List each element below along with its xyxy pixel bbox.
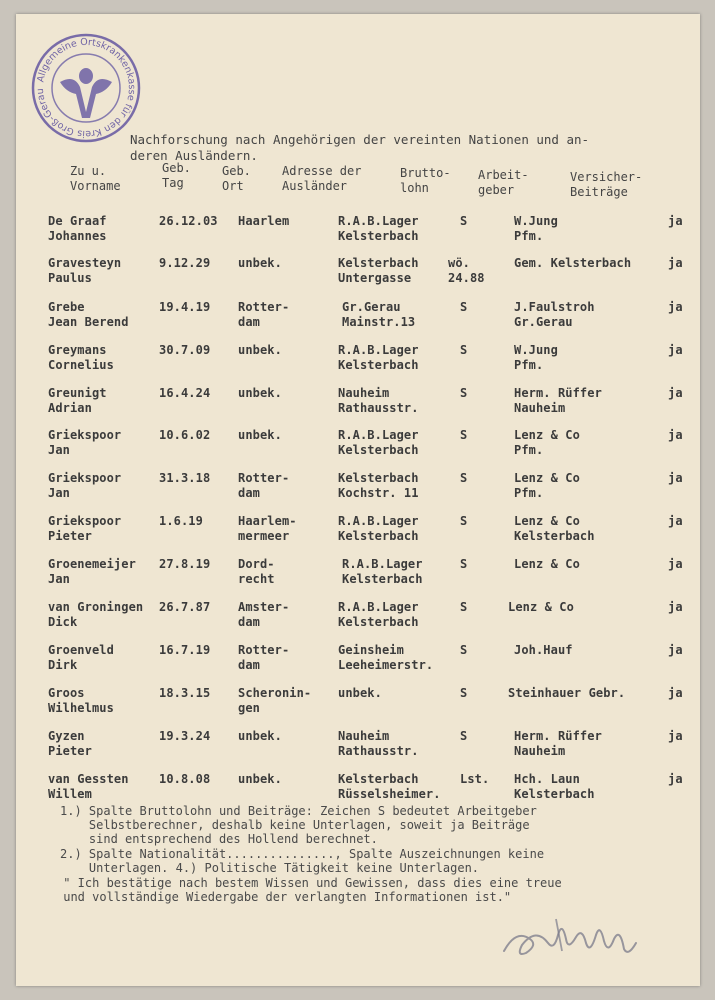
row-contributions: ja [668, 471, 683, 485]
row-gross-wage: S [460, 428, 468, 442]
row-birth-date: 31.3.18 [159, 471, 211, 485]
row-contributions: ja [668, 428, 683, 442]
row-birth-date: 30.7.09 [159, 343, 211, 357]
note-line-1: 1.) Spalte Bruttolohn und Beiträge: Zeichen S bedeutet Arbeitgeber [60, 804, 537, 818]
table-row [16, 214, 700, 256]
header-birth-date: Geb. Tag [162, 161, 191, 190]
header-employer: Arbeit- geber [478, 168, 529, 197]
row-gross-wage: S [460, 643, 468, 657]
row-birth-place: Rotter- dam [238, 300, 290, 329]
row-birth-place: unbek. [238, 256, 282, 270]
row-employer: Herm. Rüffer Nauheim [514, 729, 602, 758]
row-name: Groos Wilhelmus [48, 686, 114, 715]
row-birth-date: 9.12.29 [159, 256, 211, 270]
row-name: Gyzen Pieter [48, 729, 92, 758]
row-employer: Hch. Laun Kelsterbach [514, 772, 595, 801]
row-address: R.A.B.Lager Kelsterbach [338, 514, 419, 543]
row-gross-wage: S [460, 214, 468, 228]
row-birth-date: 26.12.03 [159, 214, 218, 228]
handwritten-signature [496, 899, 646, 969]
row-name: van Groningen Dick [48, 600, 144, 629]
row-address: R.A.B.Lager Kelsterbach [338, 600, 419, 629]
table-row [16, 300, 700, 342]
row-birth-place: Haarlem [238, 214, 290, 228]
row-employer: Lenz & Co Pfm. [514, 471, 580, 500]
row-name: Griekspoor Pieter [48, 514, 122, 543]
header-contributions: Versicher- Beiträge [570, 170, 643, 199]
table-row [16, 386, 700, 428]
header-birth-place: Geb. Ort [222, 164, 251, 193]
row-birth-date: 26.7.87 [159, 600, 211, 614]
row-contributions: ja [668, 343, 683, 357]
svg-text:Allgemeine Ortskrankenkasse fü: Allgemeine Ortskrankenkasse für den Kreis Groß-Gerau [34, 36, 138, 140]
table-row [16, 557, 700, 599]
row-address: unbek. [338, 686, 382, 700]
row-gross-wage: S [460, 386, 468, 400]
row-birth-date: 10.6.02 [159, 428, 211, 442]
note-line-7: und vollständige Wiedergabe der verlangten Informationen ist." [56, 890, 512, 904]
document-title [130, 132, 690, 164]
row-employer: Lenz & Co Pfm. [514, 428, 580, 457]
note-line-5: Unterlagen. 4.) Politische Tätigkeit keine Unterlagen. [60, 861, 480, 875]
row-address: Nauheim Rathausstr. [338, 729, 419, 758]
row-birth-place: Amster- dam [238, 600, 290, 629]
note-line-4: 2.) Spalte Nationalität..............., Spalte Auszeichnungen keine [60, 847, 545, 861]
title-line-2: deren Ausländern. [130, 148, 258, 163]
row-contributions: ja [668, 214, 683, 228]
row-gross-wage: S [460, 514, 468, 528]
row-birth-date: 16.4.24 [159, 386, 211, 400]
row-address: R.A.B.Lager Kelsterbach [338, 428, 419, 457]
official-stamp [30, 32, 142, 144]
row-birth-place: unbek. [238, 729, 282, 743]
row-birth-place: unbek. [238, 428, 282, 442]
row-birth-place: Haarlem- mermeer [238, 514, 297, 543]
header-name: Zu u. Vorname [70, 164, 121, 193]
row-gross-wage: wö. 24.88 [448, 256, 485, 285]
table-row [16, 471, 700, 513]
row-birth-date: 19.3.24 [159, 729, 211, 743]
row-name: Gravesteyn Paulus [48, 256, 122, 285]
note-line-3: sind entsprechend des Hollend berechnet. [60, 832, 378, 846]
table-row [16, 643, 700, 685]
row-gross-wage: S [460, 557, 468, 571]
row-name: De Graaf Johannes [48, 214, 107, 243]
table-row [16, 256, 700, 298]
table-row [16, 514, 700, 556]
row-name: Grebe Jean Berend [48, 300, 129, 329]
row-gross-wage: S [460, 300, 468, 314]
note-line-6: " Ich bestätige nach bestem Wissen und Gewissen, dass dies eine treue [56, 876, 562, 890]
row-contributions: ja [668, 256, 683, 270]
row-address: Kelsterbach Untergasse [338, 256, 419, 285]
row-birth-place: Scheronin- gen [238, 686, 312, 715]
row-birth-place: Dord- recht [238, 557, 275, 586]
row-address: Gr.Gerau Mainstr.13 [342, 300, 416, 329]
row-contributions: ja [668, 643, 683, 657]
row-contributions: ja [668, 386, 683, 400]
row-employer: Lenz & Co [514, 557, 580, 571]
row-name: Greunigt Adrian [48, 386, 107, 415]
row-contributions: ja [668, 686, 683, 700]
row-address: R.A.B.Lager Kelsterbach [342, 557, 423, 586]
row-name: Groenveld Dirk [48, 643, 114, 672]
row-contributions: ja [668, 557, 683, 571]
row-name: Griekspoor Jan [48, 428, 122, 457]
row-employer: W.Jung Pfm. [514, 214, 558, 243]
note-line-2: Selbstberechner, deshalb keine Unterlagen, soweit ja Beiträge [60, 818, 530, 832]
row-birth-place: unbek. [238, 343, 282, 357]
title-line-1: Nachforschung nach Angehörigen der vereinten Nationen und an- [130, 132, 590, 147]
row-birth-date: 19.4.19 [159, 300, 211, 314]
table-row [16, 600, 700, 642]
row-gross-wage: S [460, 343, 468, 357]
row-employer: Steinhauer Gebr. [508, 686, 626, 700]
row-birth-place: Rotter- dam [238, 643, 290, 672]
table-row [16, 729, 700, 771]
table-row [16, 428, 700, 470]
row-address: Geinsheim Leeheimerstr. [338, 643, 434, 672]
row-name: Greymans Cornelius [48, 343, 114, 372]
row-birth-place: unbek. [238, 386, 282, 400]
row-address: Kelsterbach Rüsselsheimer. [338, 772, 441, 801]
table-row [16, 343, 700, 385]
row-contributions: ja [668, 772, 683, 786]
row-address: Kelsterbach Kochstr. 11 [338, 471, 419, 500]
table-row [16, 686, 700, 728]
row-contributions: ja [668, 729, 683, 743]
row-birth-date: 16.7.19 [159, 643, 211, 657]
row-name: Groenemeijer Jan [48, 557, 136, 586]
header-address: Adresse der Ausländer [282, 164, 362, 193]
row-employer: W.Jung Pfm. [514, 343, 558, 372]
row-birth-place: Rotter- dam [238, 471, 290, 500]
row-employer: J.Faulstroh Gr.Gerau [514, 300, 595, 329]
row-birth-date: 1.6.19 [159, 514, 203, 528]
document-page [16, 14, 700, 986]
row-contributions: ja [668, 300, 683, 314]
row-gross-wage: S [460, 600, 468, 614]
header-gross-wage: Brutto- lohn [400, 166, 451, 195]
row-address: R.A.B.Lager Kelsterbach [338, 214, 419, 243]
row-gross-wage: S [460, 686, 468, 700]
row-gross-wage: S [460, 471, 468, 485]
row-birth-place: unbek. [238, 772, 282, 786]
row-birth-date: 27.8.19 [159, 557, 211, 571]
row-employer: Herm. Rüffer Nauheim [514, 386, 602, 415]
row-employer: Lenz & Co [508, 600, 574, 614]
row-gross-wage: S [460, 729, 468, 743]
row-employer: Gem. Kelsterbach [514, 256, 632, 270]
row-contributions: ja [668, 514, 683, 528]
row-address: Nauheim Rathausstr. [338, 386, 419, 415]
row-name: van Gessten Willem [48, 772, 129, 801]
row-birth-date: 18.3.15 [159, 686, 211, 700]
row-employer: Joh.Hauf [514, 643, 573, 657]
row-address: R.A.B.Lager Kelsterbach [338, 343, 419, 372]
row-contributions: ja [668, 600, 683, 614]
row-employer: Lenz & Co Kelsterbach [514, 514, 595, 543]
row-gross-wage: Lst. [460, 772, 490, 786]
row-birth-date: 10.8.08 [159, 772, 211, 786]
row-name: Griekspoor Jan [48, 471, 122, 500]
